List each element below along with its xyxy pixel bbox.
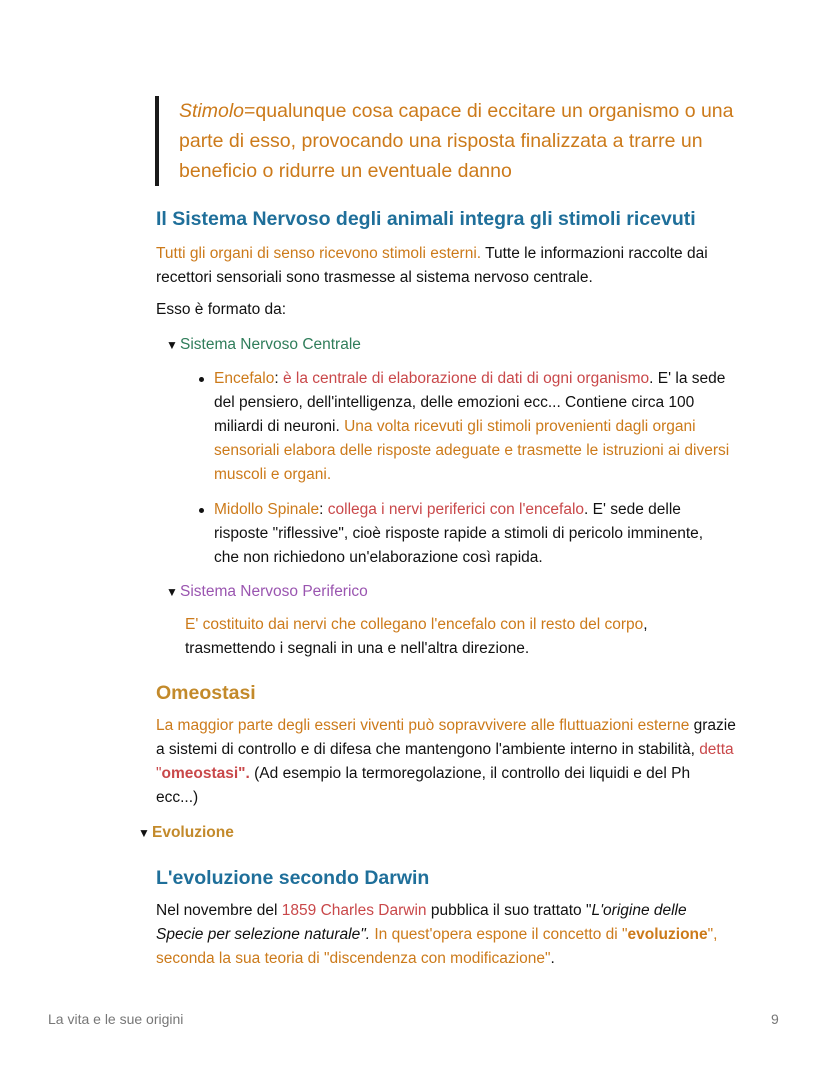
bullet-icon (199, 508, 204, 513)
bullet-icon (199, 377, 204, 382)
text-organi-senso: Tutti gli organi di senso ricevono stimoli esterni. (156, 245, 482, 262)
toggle-snc[interactable] (166, 333, 361, 357)
paragraph-organi-senso (156, 242, 746, 290)
toggle-evoluzione[interactable] (138, 821, 234, 845)
list-item-encefalo: Encefalo: è la centrale di elaborazione di dati di ogni organismo. E' la sede del pensiero, dell'intelligenza, delle emozioni ecc... Contiene circa 100 miliardi di neuroni. Una volta ricevuti gli stimoli provenienti dagli organi sensoriali elabora delle risposte adeguate e trasmette le istruzioni ai diversi muscoli e organi. (214, 370, 730, 483)
footer-title: La vita e le sue origini (48, 1011, 184, 1027)
quote-definition: =qualunque cosa capace di eccitare un organismo o una parte di esso, provocando una risposta finalizzata a trarre un beneficio o ridurre un eventuale danno (179, 100, 734, 182)
triangle-down-icon: ▼ (166, 338, 178, 352)
quote-term: Stimolo (179, 100, 245, 122)
encefalo-extra: Una volta ricevuti gli stimoli provenienti dagli organi sensoriali elabora delle risposte adeguate e trasmette le istruzioni ai diversi muscoli e organi. (214, 418, 730, 483)
encefalo-name: Encefalo (214, 370, 275, 387)
midollo-desc: collega i nervi periferici con l'encefalo (327, 501, 585, 518)
paragraph-omeostasi: La maggior parte degli esseri viventi può sopravvivere alle fluttuazioni esterne grazie a sistemi di controllo e di difesa che mantengono l'ambiente interno in stabilità, detta "omeostasi". (Ad esempio la termoregolazione, il controllo dei liquidi e del Ph ecc...) (156, 717, 736, 806)
triangle-down-icon: ▼ (166, 585, 178, 599)
toggle-snp-title: Sistema Nervoso Periferico (180, 583, 368, 600)
midollo-rest: . E' sede delle risposte "riflessive", cioè risposte rapide a stimoli di pericolo imminente, che non richiedono un'elaborazione così rapida. (214, 501, 704, 566)
term-omeostasi: omeostasi". (161, 765, 250, 782)
text-recettori: Tutte le informazioni raccolte dai recettori sensoriali sono trasmesse al sistema nervoso centrale. (156, 245, 708, 286)
darwin-date: 1859 Charles Darwin (281, 902, 427, 919)
term-evoluzione: evoluzione (627, 926, 708, 943)
toggle-snp[interactable] (166, 580, 368, 604)
midollo-name: Midollo Spinale (214, 501, 320, 518)
encefalo-desc: è la centrale di elaborazione di dati di ogni organismo (282, 370, 650, 387)
paragraph-snp (185, 613, 705, 661)
heading-darwin: L'evoluzione secondo Darwin (156, 867, 430, 889)
paragraph-esso-formato: Esso è formato da: (156, 301, 287, 318)
paragraph-darwin: Nel novembre del 1859 Charles Darwin pubblica il suo trattato "L'origine delle Specie per selezione naturale". In quest'opera espone il concetto di "evoluzione", seconda la sua teoria di "discendenza con modificazione". (156, 902, 718, 967)
heading-omeostasi: Omeostasi (156, 682, 256, 704)
list-item-midollo: Midollo Spinale: collega i nervi periferici con l'encefalo. E' sede delle risposte "riflessive", cioè risposte rapide a stimoli di pericolo imminente, che non richiedono un'elaborazione così rapida. (214, 501, 704, 566)
page-number: 9 (771, 1011, 779, 1027)
definition-quote (155, 96, 779, 186)
triangle-down-icon: ▼ (138, 826, 150, 840)
toggle-evoluzione-title: Evoluzione (152, 824, 234, 841)
snp-text-a: E' costituito dai nervi che collegano l'encefalo con il resto del corpo (185, 616, 644, 633)
encefalo-rest: . E' la sede del pensiero, dell'intelligenza, delle emozioni ecc... Contiene circa 100 miliardi di neuroni. (214, 370, 726, 435)
darwin-book-title: L'origine delle Specie per selezione naturale". (156, 902, 687, 943)
toggle-snc-title: Sistema Nervoso Centrale (180, 336, 361, 353)
heading-sistema-nervoso: Il Sistema Nervoso degli animali integra gli stimoli ricevuti (156, 208, 696, 230)
snp-text-b: , trasmettendo i segnali in una e nell'altra direzione. (185, 616, 648, 657)
